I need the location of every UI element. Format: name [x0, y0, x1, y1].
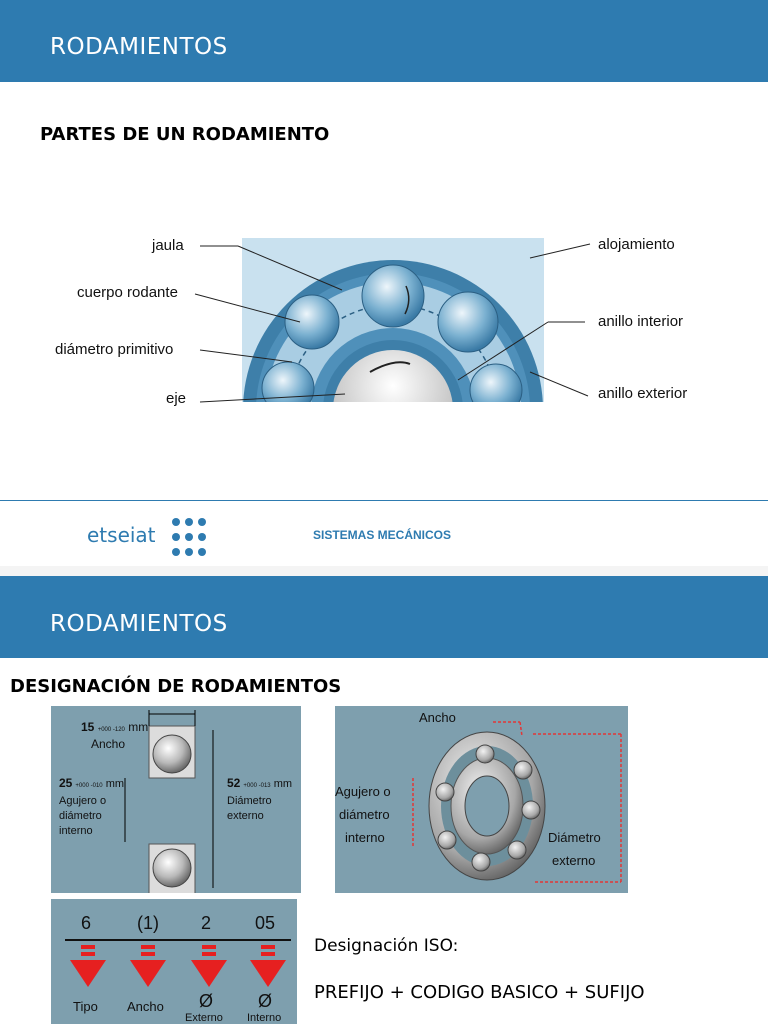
label-diametro-primitivo: diámetro primitivo [55, 341, 174, 358]
label-alojamiento: alojamiento [598, 236, 675, 253]
agujero-label-3: interno [59, 825, 93, 837]
subject-label: SISTEMAS MECÁNICOS [313, 528, 452, 542]
ancho-unit: mm [128, 720, 149, 734]
ancho-label: Ancho [91, 737, 126, 751]
agujero-label-2: diámetro [59, 810, 102, 822]
code-part-0: 6 [81, 913, 92, 933]
externo-tolerance: +000 -013 [243, 783, 271, 789]
label-cuerpo-rodante: cuerpo rodante [77, 284, 178, 301]
meaning-1: Ancho [127, 999, 164, 1014]
meaning-sub-3: Interno [247, 1012, 282, 1024]
photo-agujero-3: interno [345, 830, 385, 845]
photo-agujero-2: diámetro [339, 807, 390, 822]
slide2-heading: DESIGNACIÓN DE RODAMIENTOS [10, 676, 342, 697]
agujero-value: 25 [59, 776, 73, 790]
code-underline [65, 939, 291, 941]
slide2-title: RODAMIENTOS [50, 611, 228, 637]
iso-label: Designación ISO: [314, 936, 459, 956]
agujero-tolerance: +000 -010 [75, 783, 103, 789]
bearing-photo-panel [335, 706, 628, 893]
etseiat-dots-logo-icon [170, 516, 208, 558]
slide1-title: RODAMIENTOS [50, 34, 228, 60]
meaning-3: Ø [258, 991, 273, 1011]
agujero-unit: mm [105, 778, 125, 790]
label-eje: eje [166, 390, 187, 407]
code-part-1: (1) [137, 913, 159, 933]
meaning-0: Tipo [73, 999, 98, 1014]
ancho-tolerance: +000 -120 [97, 727, 125, 733]
code-part-3: 05 [255, 913, 276, 933]
photo-ancho-label: Ancho [419, 710, 456, 725]
label-jaula: jaula [152, 237, 184, 254]
externo-unit: mm [273, 778, 293, 790]
photo-agujero-1: Agujero o [335, 784, 391, 799]
meaning-sub-2: Externo [185, 1012, 223, 1024]
slide1-footer-line [0, 500, 768, 501]
iso-formula: PREFIJO + CODIGO BASICO + SUFIJO [314, 982, 645, 1003]
externo-value: 52 [227, 776, 241, 790]
designation-code-panel [51, 899, 297, 1024]
photo-diametro-2: externo [552, 853, 596, 868]
slide1-title-bar [0, 0, 768, 82]
externo-label-2: externo [227, 810, 264, 822]
slide1-heading: PARTES DE UN RODAMIENTO [40, 124, 330, 145]
slide-separator [0, 566, 768, 576]
code-part-2: 2 [201, 913, 212, 933]
ancho-value: 15 [81, 720, 95, 734]
etseiat-logo-text: etseiat [87, 523, 156, 547]
label-anillo-interior: anillo interior [598, 313, 684, 330]
down-arrows [51, 943, 297, 991]
externo-label-1: Diámetro [227, 795, 272, 807]
bearing-dimensions-panel [51, 706, 301, 893]
label-anillo-exterior: anillo exterior [598, 385, 688, 402]
slide2-title-bar [0, 576, 768, 658]
agujero-label-1: Agujero o [59, 795, 107, 807]
photo-diametro-1: Diámetro [548, 830, 601, 845]
meaning-2: Ø [199, 991, 214, 1011]
